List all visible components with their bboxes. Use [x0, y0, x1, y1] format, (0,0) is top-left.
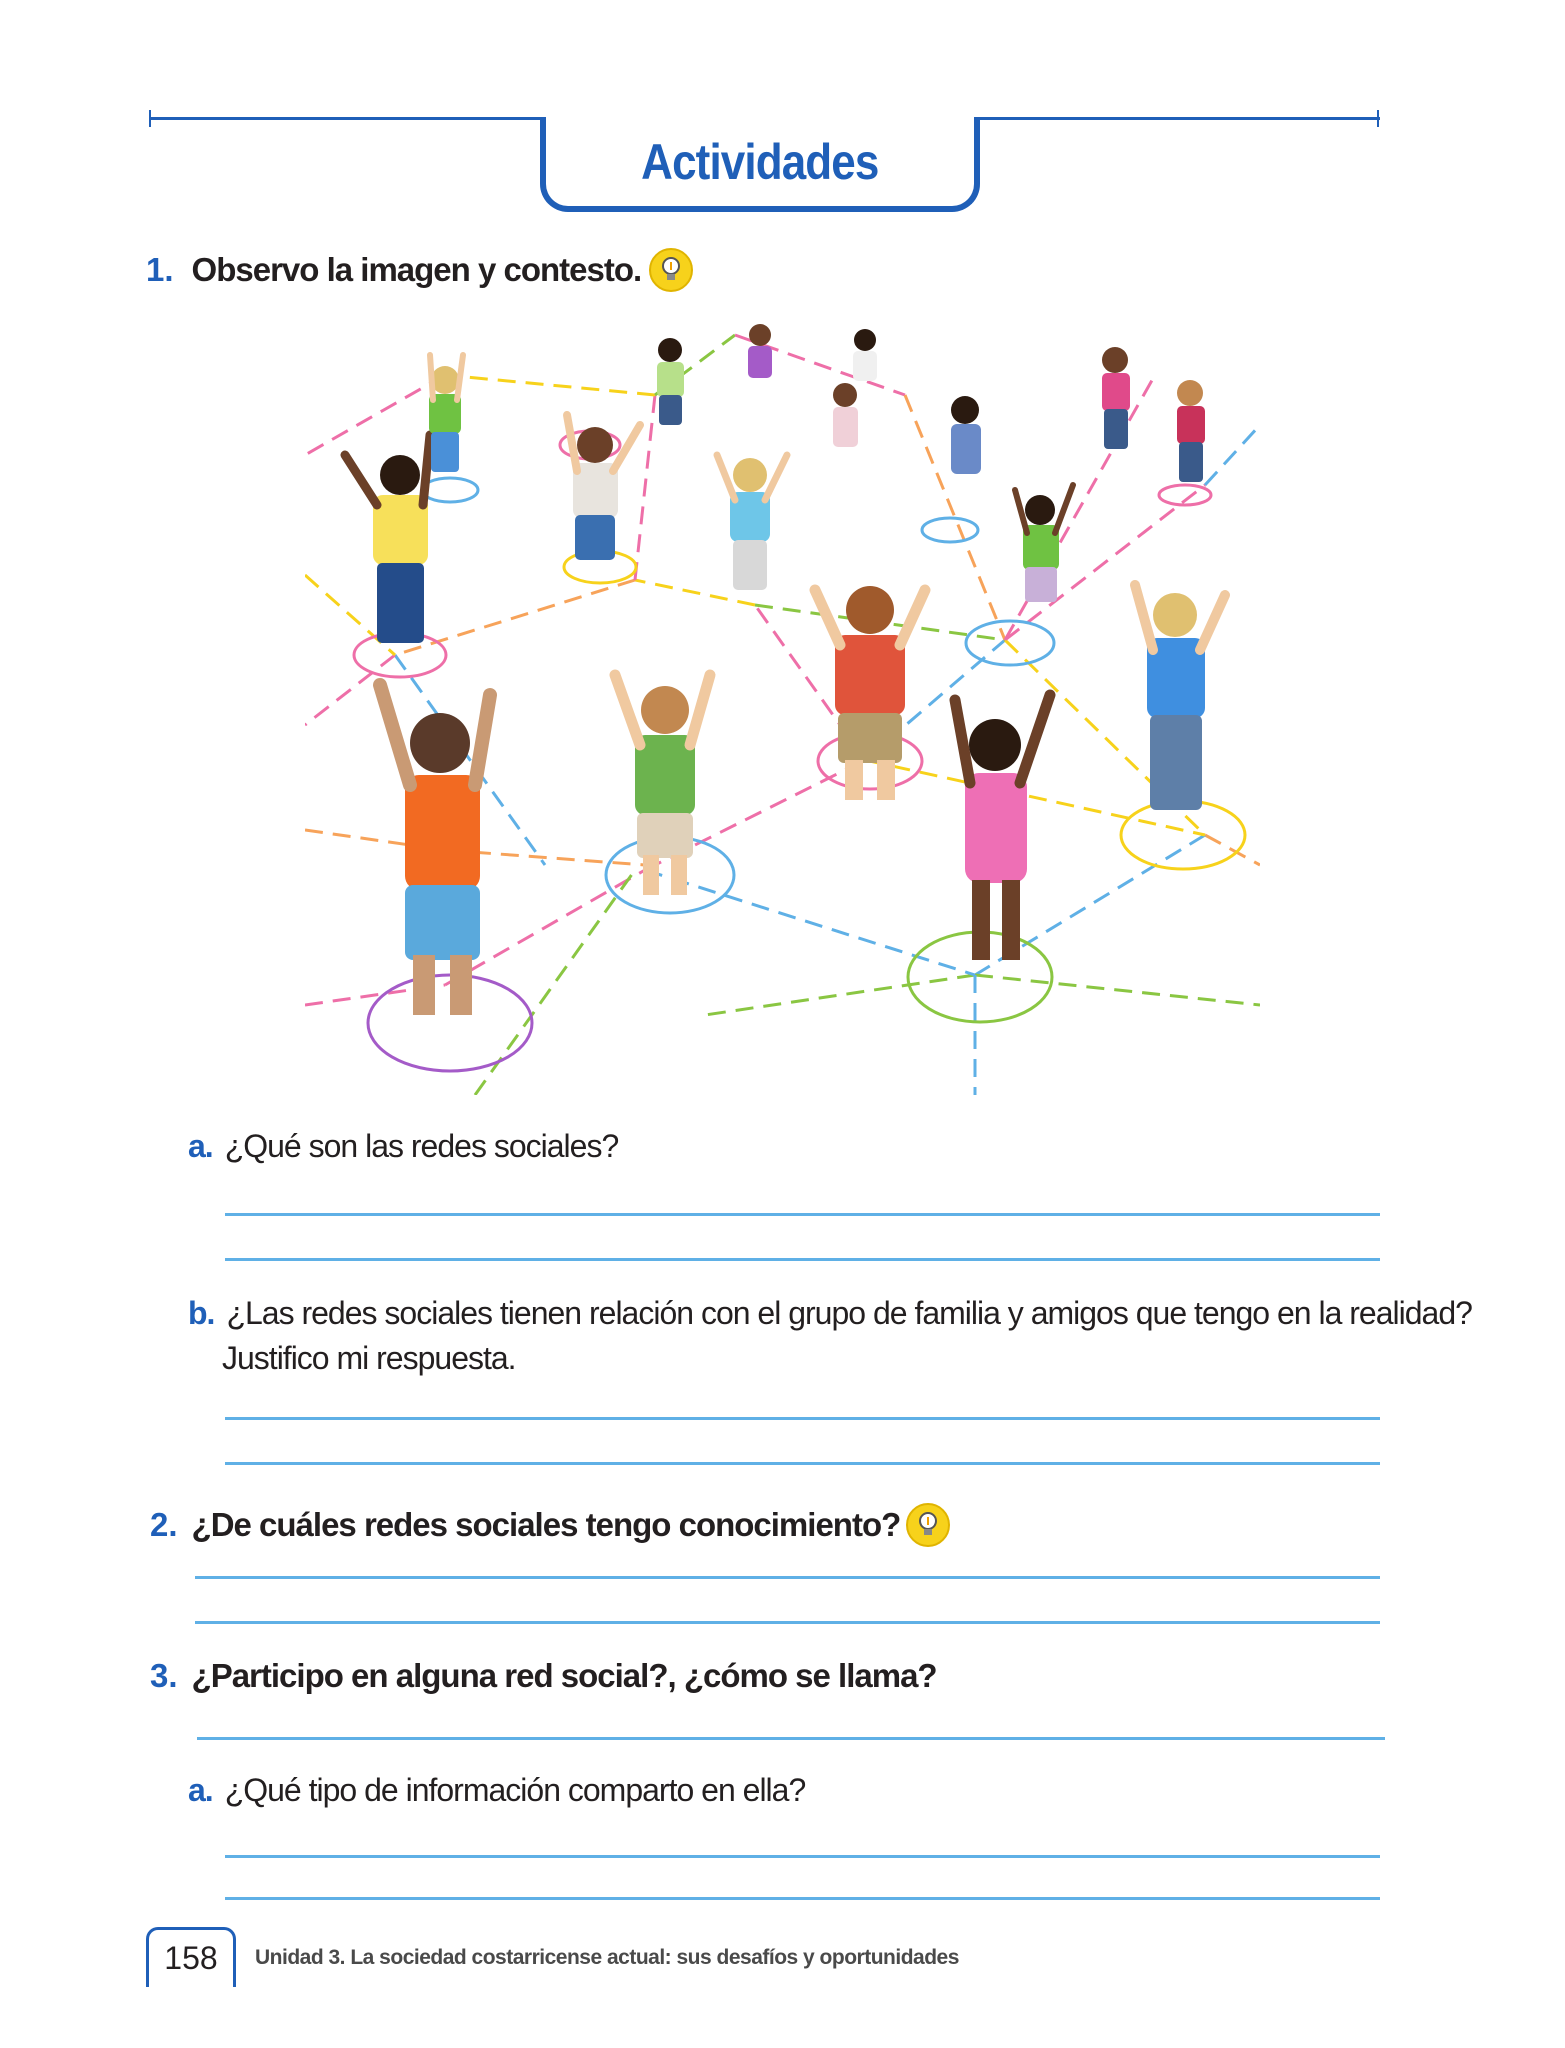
question-1a-text: ¿Qué son las redes sociales?	[224, 1128, 619, 1164]
question-1b-line2: Justifico mi respuesta.	[222, 1340, 516, 1376]
question-3a	[188, 1772, 805, 1809]
activity-2-number: 2.	[150, 1506, 178, 1543]
answer-line[interactable]	[225, 1897, 1380, 1900]
answer-line[interactable]	[195, 1576, 1380, 1579]
page-number: 158	[164, 1940, 218, 1976]
activity-1-heading	[146, 248, 693, 292]
footer-unit-text: Unidad 3. La sociedad costarricense actual: sus desafíos y oportunidades	[255, 1946, 959, 1969]
lightbulb-icon	[649, 248, 693, 292]
question-1b	[188, 1295, 1472, 1332]
children-network-illustration	[305, 305, 1260, 1095]
answer-line[interactable]	[197, 1737, 1385, 1740]
header-rule-cap-right	[1377, 110, 1379, 127]
answer-line[interactable]	[225, 1213, 1380, 1216]
activity-2-text: ¿De cuáles redes sociales tengo conocimiento?	[191, 1506, 901, 1543]
activity-3-heading	[150, 1657, 937, 1695]
question-1a-letter: a.	[188, 1128, 213, 1164]
child-figure	[380, 685, 490, 1015]
question-3a-letter: a.	[188, 1772, 213, 1808]
activity-1-text: Observo la imagen y contesto.	[191, 251, 642, 288]
question-1b-letter: b.	[188, 1295, 215, 1331]
answer-line[interactable]	[195, 1621, 1380, 1624]
answer-line[interactable]	[225, 1258, 1380, 1261]
page-title: Actividades	[641, 133, 879, 190]
question-3a-text: ¿Qué tipo de información comparto en ella?	[224, 1772, 806, 1808]
answer-line[interactable]	[225, 1855, 1380, 1858]
page-number-box	[146, 1927, 236, 1987]
activity-1-number: 1.	[146, 251, 174, 288]
answer-line[interactable]	[225, 1462, 1380, 1465]
activity-3-number: 3.	[150, 1657, 178, 1694]
answer-line[interactable]	[225, 1417, 1380, 1420]
activity-3-text: ¿Participo en alguna red social?, ¿cómo se llama?	[191, 1657, 937, 1694]
activity-2-heading	[150, 1503, 950, 1547]
question-1b-line1: ¿Las redes sociales tienen relación con el grupo de familia y amigos que tengo en la realidad?	[226, 1295, 1472, 1331]
title-box	[540, 117, 980, 212]
lightbulb-icon	[906, 1503, 950, 1547]
header-rule-cap-left	[149, 110, 151, 127]
question-1a	[188, 1128, 618, 1165]
